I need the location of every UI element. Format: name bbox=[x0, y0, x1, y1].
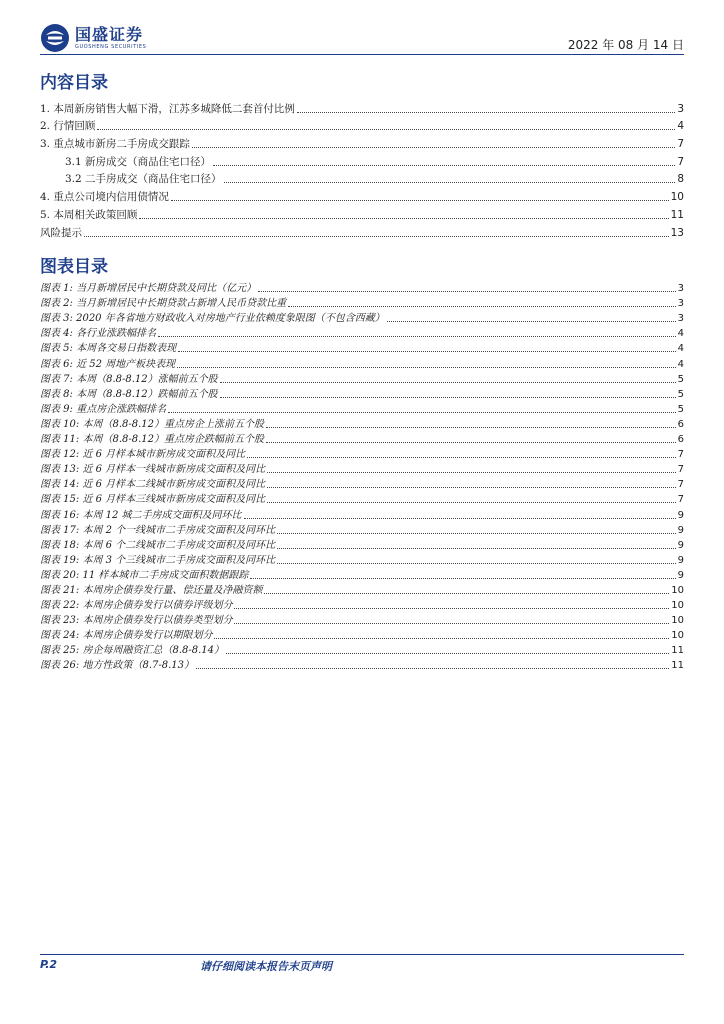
toc-entry-label: 3.2 二手房成交（商品住宅口径） bbox=[65, 173, 222, 186]
dot-leader bbox=[178, 351, 676, 352]
dot-leader bbox=[214, 638, 669, 639]
dot-leader bbox=[168, 412, 676, 413]
toc-entry-label: 1. 本周新房销售大幅下滑，江苏多城降低二套首付比例 bbox=[40, 102, 295, 115]
toc-entry[interactable] bbox=[40, 98, 684, 116]
figure-entry[interactable] bbox=[40, 567, 684, 582]
dot-leader bbox=[267, 472, 675, 473]
dot-leader bbox=[139, 218, 668, 219]
figure-entry-label: 图表 1: 当月新增居民中长期贷款及同比（亿元） bbox=[40, 283, 257, 295]
toc-entry-label: 4. 重点公司境内信用债情况 bbox=[40, 191, 169, 204]
dot-leader bbox=[277, 548, 675, 549]
dot-leader bbox=[267, 502, 675, 503]
figure-entry-page: 9 bbox=[677, 569, 684, 581]
toc-entry-page: 11 bbox=[670, 208, 684, 221]
figure-entry-page: 5 bbox=[677, 373, 684, 385]
toc-entry[interactable] bbox=[40, 222, 684, 240]
figure-entry[interactable] bbox=[40, 657, 684, 672]
logo-english-name: GUOSHENG SECURITIES bbox=[75, 43, 147, 50]
figure-entry-page: 4 bbox=[677, 343, 684, 355]
dot-leader bbox=[84, 236, 669, 237]
figure-entry-label: 图表 18: 本周 6 个二线城市二手房成交面积及同环比 bbox=[40, 539, 276, 551]
dot-leader bbox=[220, 397, 676, 398]
dot-leader bbox=[244, 518, 676, 519]
toc-entry-page: 13 bbox=[670, 226, 684, 239]
figure-entry[interactable] bbox=[40, 506, 684, 521]
dot-leader bbox=[250, 578, 675, 579]
figure-entry-page: 6 bbox=[677, 418, 684, 430]
toc-entry-page: 4 bbox=[677, 120, 684, 133]
dot-leader bbox=[171, 200, 669, 201]
figure-entry-label: 图表 26: 地方性政策（8.7-8.13） bbox=[40, 660, 194, 672]
figure-entry-page: 11 bbox=[671, 645, 684, 657]
dot-leader bbox=[387, 321, 676, 322]
figure-entry-label: 图表 24: 本周房企债券发行以期限划分 bbox=[40, 630, 213, 642]
figure-entry[interactable] bbox=[40, 491, 684, 506]
figure-entry[interactable] bbox=[40, 325, 684, 340]
figure-entry-label: 图表 7: 本周（8.8-8.12）涨幅前五个股 bbox=[40, 373, 218, 385]
figure-entry-label: 图表 2: 当月新增居民中长期贷款占新增人民币贷款比重 bbox=[40, 298, 287, 310]
company-logo bbox=[40, 23, 146, 53]
toc-entry-label: 2. 行情回顾 bbox=[40, 120, 96, 133]
toc-entry-label: 5. 本周相关政策回顾 bbox=[40, 208, 138, 221]
toc-entry-label: 风险提示 bbox=[40, 226, 82, 239]
figure-entry-page: 3 bbox=[677, 283, 684, 295]
figure-entry[interactable] bbox=[40, 355, 684, 370]
figure-entry[interactable] bbox=[40, 416, 684, 431]
logo-chinese-name: 国盛证券 bbox=[75, 24, 144, 44]
dot-leader bbox=[264, 593, 669, 594]
figure-entry[interactable] bbox=[40, 280, 684, 295]
toc-entry[interactable] bbox=[40, 151, 684, 169]
figure-entry-label: 图表 25: 房企每周融资汇总（8.8-8.14） bbox=[40, 645, 224, 657]
figure-entry-label: 图表 11: 本周（8.8-8.12）重点房企跌幅前五个股 bbox=[40, 434, 264, 446]
figure-entry-page: 10 bbox=[671, 600, 684, 612]
dot-leader bbox=[213, 165, 675, 166]
dot-leader bbox=[196, 668, 669, 669]
figure-entry-page: 7 bbox=[677, 449, 684, 461]
figure-entry-label: 图表 22: 本周房企债券发行以债券评级划分 bbox=[40, 600, 233, 612]
guosheng-logo-icon bbox=[40, 23, 70, 53]
figure-entry-page: 6 bbox=[677, 434, 684, 446]
figure-entry-label: 图表 6: 近 52 周地产板块表现 bbox=[40, 358, 176, 370]
figure-entry[interactable] bbox=[40, 310, 684, 325]
dot-leader bbox=[97, 129, 675, 130]
figure-entry-page: 11 bbox=[671, 660, 684, 672]
figure-entry-label: 图表 23: 本周房企债券发行以债券类型划分 bbox=[40, 615, 233, 627]
toc-entry-page: 7 bbox=[677, 155, 684, 168]
figure-entry[interactable] bbox=[40, 371, 684, 386]
toc-entry-page: 10 bbox=[670, 191, 684, 204]
figure-entry-label: 图表 12: 近 6 月样本城市新房成交面积及同比 bbox=[40, 449, 246, 461]
toc-entry[interactable] bbox=[40, 204, 684, 222]
figure-entry[interactable] bbox=[40, 295, 684, 310]
figure-entry-page: 5 bbox=[677, 388, 684, 400]
figure-entry[interactable] bbox=[40, 522, 684, 537]
figure-entry-page: 9 bbox=[677, 524, 684, 536]
toc-entry[interactable] bbox=[40, 133, 684, 151]
figure-entry-label: 图表 17: 本周 2 个一线城市二手房成交面积及同环比 bbox=[40, 524, 276, 536]
figure-entry-label: 图表 13: 近 6 月样本一线城市新房成交面积及同比 bbox=[40, 464, 266, 476]
figure-entry-page: 10 bbox=[671, 630, 684, 642]
dot-leader bbox=[158, 336, 676, 337]
figure-entry[interactable] bbox=[40, 627, 684, 642]
figure-entry-page: 10 bbox=[671, 584, 684, 596]
report-date: 2022 年 08 月 14 日 bbox=[567, 38, 684, 52]
toc-entry-page: 3 bbox=[677, 102, 684, 115]
figure-entry-page: 4 bbox=[677, 328, 684, 340]
figure-entry-label: 图表 16: 本周 12 城二手房成交面积及同环比 bbox=[40, 509, 242, 521]
figure-entry-label: 图表 15: 近 6 月样本三线城市新房成交面积及同比 bbox=[40, 494, 266, 506]
dot-leader bbox=[234, 608, 669, 609]
figures-list bbox=[40, 280, 684, 672]
figure-entry-label: 图表 10: 本周（8.8-8.12）重点房企上涨前五个股 bbox=[40, 418, 264, 430]
figure-entry-label: 图表 9: 重点房企涨跌幅排名 bbox=[40, 403, 167, 415]
figure-entry[interactable] bbox=[40, 431, 684, 446]
figure-entry-page: 7 bbox=[677, 479, 684, 491]
dot-leader bbox=[220, 382, 676, 383]
dot-leader bbox=[226, 653, 669, 654]
figure-entry-page: 4 bbox=[677, 358, 684, 370]
toc-entry[interactable] bbox=[40, 169, 684, 187]
figure-entry[interactable] bbox=[40, 340, 684, 355]
figure-entry-page: 9 bbox=[677, 509, 684, 521]
figure-entry[interactable] bbox=[40, 476, 684, 491]
dot-leader bbox=[234, 623, 669, 624]
figure-entry[interactable] bbox=[40, 582, 684, 597]
footer-divider bbox=[40, 954, 684, 955]
toc-entry-label: 3. 重点城市新房二手房成交跟踪 bbox=[40, 138, 190, 151]
figure-entry-page: 3 bbox=[677, 298, 684, 310]
figure-entry[interactable] bbox=[40, 386, 684, 401]
figure-entry-label: 图表 5: 本周各交易日指数表现 bbox=[40, 343, 177, 355]
dot-leader bbox=[288, 306, 676, 307]
figure-entry-label: 图表 19: 本周 3 个三线城市二手房成交面积及同环比 bbox=[40, 554, 276, 566]
toc-entry[interactable] bbox=[40, 116, 684, 134]
figure-entry[interactable] bbox=[40, 597, 684, 612]
page-number: P.2 bbox=[40, 958, 58, 971]
figure-entry-label: 图表 14: 近 6 月样本二线城市新房成交面积及同比 bbox=[40, 479, 266, 491]
dot-leader bbox=[297, 112, 675, 113]
figure-entry[interactable] bbox=[40, 612, 684, 627]
figure-entry-page: 5 bbox=[677, 403, 684, 415]
toc-list bbox=[40, 98, 684, 240]
figure-entry[interactable] bbox=[40, 642, 684, 657]
figure-entry-page: 3 bbox=[677, 313, 684, 325]
dot-leader bbox=[224, 182, 676, 183]
figure-entry-label: 图表 8: 本周（8.8-8.12）跌幅前五个股 bbox=[40, 388, 218, 400]
figure-entry-page: 9 bbox=[677, 554, 684, 566]
figure-entry-page: 10 bbox=[671, 615, 684, 627]
dot-leader bbox=[267, 487, 675, 488]
dot-leader bbox=[177, 367, 675, 368]
figure-entry-label: 图表 20: 11 样本城市二手房成交面积数据跟踪 bbox=[40, 569, 249, 581]
disclaimer-note: 请仔细阅读本报告末页声明 bbox=[200, 960, 332, 973]
figure-entry-label: 图表 3: 2020 年各省地方财政收入对房地产行业依赖度象限图（不包含西藏） bbox=[40, 313, 385, 325]
toc-title: 内容目录 bbox=[40, 73, 108, 93]
figures-title: 图表目录 bbox=[40, 257, 108, 277]
toc-entry-page: 8 bbox=[677, 173, 684, 186]
figure-entry-label: 图表 4: 各行业涨跌幅排名 bbox=[40, 328, 157, 340]
dot-leader bbox=[192, 147, 675, 148]
figure-entry[interactable] bbox=[40, 446, 684, 461]
figure-entry[interactable] bbox=[40, 461, 684, 476]
toc-entry-label: 3.1 新房成交（商品住宅口径） bbox=[65, 155, 212, 168]
figure-entry-page: 7 bbox=[677, 494, 684, 506]
page-header bbox=[40, 20, 684, 54]
figure-entry[interactable] bbox=[40, 401, 684, 416]
dot-leader bbox=[266, 427, 676, 428]
figure-entry[interactable] bbox=[40, 552, 684, 567]
toc-entry-page: 7 bbox=[677, 138, 684, 151]
toc-entry[interactable] bbox=[40, 186, 684, 204]
header-divider bbox=[40, 54, 684, 55]
figure-entry[interactable] bbox=[40, 537, 684, 552]
figure-entry-page: 7 bbox=[677, 464, 684, 476]
dot-leader bbox=[247, 457, 675, 458]
figure-entry-page: 9 bbox=[677, 539, 684, 551]
dot-leader bbox=[266, 442, 676, 443]
figure-entry-label: 图表 21: 本周房企债券发行量、偿还量及净融资额 bbox=[40, 584, 263, 596]
dot-leader bbox=[277, 533, 675, 534]
dot-leader bbox=[277, 563, 675, 564]
dot-leader bbox=[258, 291, 676, 292]
